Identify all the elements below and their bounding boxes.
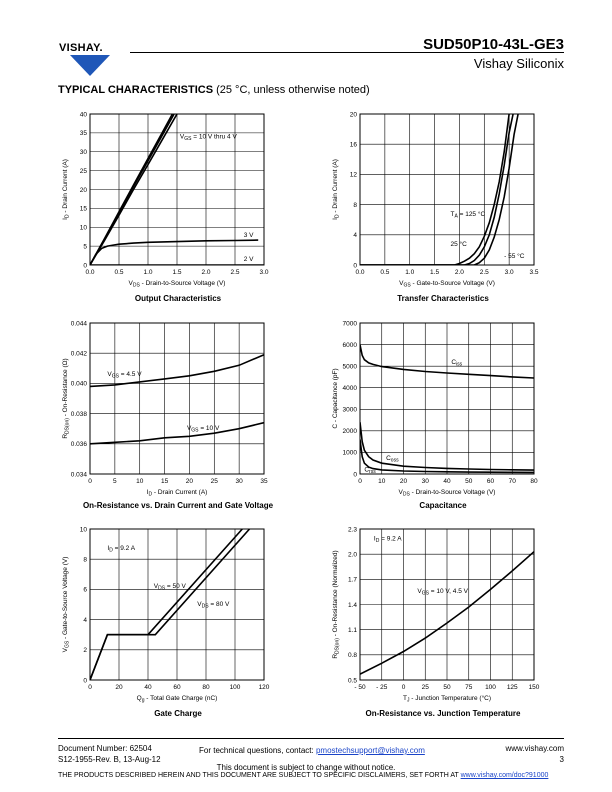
y-tick-label: 4: [83, 616, 87, 624]
disclaimer-link[interactable]: www.vishay.com/doc?91000: [460, 772, 549, 779]
y-tick-label: 20: [349, 111, 357, 119]
x-tick-label: 50: [443, 684, 451, 691]
x-tick-label: 70: [508, 478, 516, 485]
y-tick-label: 2.0: [347, 551, 357, 559]
y-tick-label: 25: [79, 167, 87, 175]
y-tick-label: 0.8: [347, 652, 357, 660]
annotation-label: $T_A = 125$ °C: [450, 210, 486, 220]
x-tick-label: 15: [160, 478, 169, 485]
y-tick-label: 0.036: [70, 441, 87, 449]
transfer-chart-caption: Transfer Characteristics: [397, 294, 489, 303]
series-line: [90, 240, 258, 265]
x-axis-label: $V_{GS}$ - Gate-to-Source Voltage (V): [399, 280, 495, 289]
onres-tj-chart-caption: On-Resistance vs. Junction Temperature: [365, 709, 521, 718]
series-line: [90, 355, 264, 387]
y-tick-label: 5: [83, 243, 87, 251]
x-axis-label: $V_{DS}$ - Drain-to-Source Voltage (V): [398, 489, 496, 498]
x-tick-label: 0: [88, 684, 92, 691]
annotation-label: $V_{GS} = 10$ V: [186, 425, 220, 434]
y-tick-label: 6: [83, 586, 87, 594]
x-tick-label: 40: [443, 478, 451, 485]
page-number: 3: [559, 755, 564, 764]
vishay-logo: [58, 34, 122, 78]
x-tick-label: 0.0: [355, 269, 365, 276]
x-tick-label: 0.5: [114, 269, 124, 276]
annotation-label: $I_D = 9.2$ A: [107, 545, 136, 554]
y-tick-label: 1.4: [347, 601, 357, 609]
series-line: [90, 423, 264, 444]
x-tick-label: 1.0: [143, 269, 153, 276]
capacitance-chart-caption: Capacitance: [419, 501, 467, 510]
y-tick-label: 20: [79, 186, 87, 194]
x-tick-label: 0: [88, 478, 92, 485]
y-axis-label: $I_D$ - Drain Current (A): [62, 159, 71, 220]
y-tick-label: 2.3: [347, 526, 357, 534]
x-tick-label: 2.0: [201, 269, 211, 276]
section-note: (25 °C, unless otherwise noted): [216, 84, 370, 96]
contact-prefix: For technical questions, contact:: [199, 746, 316, 755]
x-tick-label: 30: [235, 478, 243, 485]
y-tick-label: 0.044: [70, 320, 87, 328]
on-resistance-vs-id-chart: [58, 315, 278, 500]
y-tick-label: 6000: [342, 341, 357, 349]
y-tick-label: 0.5: [347, 677, 357, 685]
y-tick-label: 10: [79, 224, 87, 232]
x-tick-label: 5: [113, 478, 117, 485]
x-tick-label: 80: [530, 478, 538, 485]
y-tick-label: 8: [353, 201, 357, 209]
y-tick-label: 2000: [342, 428, 357, 436]
x-axis-label: $V_{DS}$ - Drain-to-Source Voltage (V): [128, 280, 226, 289]
y-tick-label: 4: [353, 232, 357, 240]
x-tick-label: 10: [378, 478, 386, 485]
x-tick-label: 100: [485, 684, 496, 691]
y-tick-label: 0: [83, 262, 87, 270]
doc-number: Document Number: 62504: [58, 744, 152, 753]
contact-email-link[interactable]: pmostechsupport@vishay.com: [315, 746, 425, 755]
annotation-label: $C_{oss}$: [386, 454, 399, 464]
annotation-label: $V_{DS} = 50$ V: [153, 582, 186, 592]
annotation-label: $C_{iss}$: [451, 358, 463, 368]
y-tick-label: 8: [83, 556, 87, 564]
x-tick-label: 25: [210, 478, 218, 485]
x-tick-label: 1.5: [430, 269, 440, 276]
x-tick-label: 120: [258, 684, 270, 691]
y-axis-label: $V_{GS}$ - Gate-to-Source Voltage (V): [62, 556, 71, 653]
annotation-label: 2 V: [243, 256, 254, 264]
company-name: Vishay Siliconix: [473, 56, 564, 71]
logo-triangle-icon: [70, 55, 110, 76]
x-tick-label: 0.0: [85, 269, 95, 276]
annotation-label: 25 °C: [450, 241, 467, 249]
logo-text: VISHAY.: [59, 42, 103, 54]
y-tick-label: 35: [79, 130, 87, 138]
x-tick-label: 0: [401, 684, 406, 691]
x-tick-label: 3.5: [529, 269, 539, 276]
x-tick-label: - 25: [376, 684, 388, 691]
revision: S12-1955-Rev. B, 13-Aug-12: [58, 755, 161, 764]
y-tick-label: 7000: [342, 320, 357, 328]
x-tick-label: 35: [260, 478, 268, 485]
x-axis-label: $Q_g$ - Total Gate Charge (nC): [136, 695, 218, 704]
x-tick-label: 25: [421, 684, 429, 691]
y-tick-label: 16: [349, 141, 357, 149]
x-tick-label: 1.0: [405, 269, 415, 276]
x-tick-label: 2.0: [454, 269, 464, 276]
x-axis-label: $T_J$ - Junction Temperature (°C): [402, 695, 492, 704]
x-tick-label: 60: [486, 478, 495, 485]
change-notice: This document is subject to change without notice.: [216, 763, 396, 772]
annotation-label: $V_{GS} = 4.5$ V: [107, 370, 142, 380]
grid: [360, 529, 534, 680]
y-axis-label: $I_D$ - Drain Current (A): [332, 159, 341, 220]
x-tick-label: 150: [528, 684, 540, 691]
x-tick-label: 3.0: [259, 269, 269, 276]
x-tick-label: 3.0: [504, 269, 514, 276]
x-tick-label: 0.5: [380, 269, 390, 276]
x-tick-label: 20: [185, 478, 194, 485]
plot-frame: [90, 323, 264, 474]
x-tick-label: 125: [506, 684, 518, 691]
disclaimer-line: [58, 772, 548, 779]
y-tick-label: 0.042: [70, 350, 87, 358]
x-tick-label: 0: [358, 478, 362, 485]
x-tick-label: 100: [229, 684, 241, 691]
x-tick-label: 50: [465, 478, 473, 485]
on-resistance-vs-tj-chart: [328, 521, 548, 706]
x-tick-label: 60: [173, 684, 181, 691]
contact-line: [199, 746, 425, 755]
grid: [360, 323, 534, 474]
disclaimer-text: THE PRODUCTS DESCRIBED HEREIN AND THIS DOCUMENT ARE SUBJECT TO SPECIFIC DISCLAIMERS, SET FORTH AT: [58, 772, 461, 779]
y-tick-label: 1000: [342, 449, 357, 457]
y-tick-label: 0.034: [70, 471, 87, 479]
footer-rule: [58, 738, 564, 739]
annotation-label: $V_{GS} = 10$ V thru 4 V: [179, 133, 237, 143]
y-tick-label: 0.038: [70, 410, 87, 418]
x-tick-label: 20: [399, 478, 408, 485]
x-tick-label: 40: [144, 684, 152, 691]
annotation-label: $V_{DS} = 80$ V: [197, 601, 230, 610]
onres-id-chart-caption: On-Resistance vs. Drain Current and Gate Voltage: [82, 501, 274, 510]
y-tick-label: 12: [349, 171, 357, 179]
grid: [90, 323, 264, 474]
y-tick-label: 4000: [342, 385, 357, 393]
y-axis-label: $R_{DS(on)}$ - On-Resistance (Ω): [62, 358, 71, 439]
section-title: [58, 84, 370, 96]
output-chart-caption: Output Characteristics: [134, 294, 222, 303]
y-tick-label: 0: [83, 677, 87, 685]
x-tick-label: 2.5: [230, 269, 240, 276]
y-tick-label: 15: [79, 205, 87, 213]
x-tick-label: 20: [115, 684, 123, 691]
annotation-label: 3 V: [243, 232, 254, 240]
y-axis-label: $R_{DS(on)}$ - On-Resistance (Normalized): [332, 550, 341, 659]
part-number: SUD50P10-43L-GE3: [423, 36, 564, 53]
website[interactable]: www.vishay.com: [505, 744, 564, 753]
y-tick-label: 2: [83, 647, 87, 655]
x-tick-label: - 50: [354, 684, 366, 691]
y-tick-label: 0.040: [70, 380, 87, 388]
y-tick-label: 1.1: [347, 626, 357, 634]
annotation-label: $V_{GS} = 10$ V, 4.5 V: [417, 587, 468, 597]
x-tick-label: 30: [421, 478, 429, 485]
x-axis-label: $I_D$ - Drain Current (A): [146, 489, 208, 498]
x-tick-label: 1.5: [172, 269, 182, 276]
y-tick-label: 1.7: [347, 576, 357, 584]
gate-charge-chart: [58, 521, 278, 706]
output-characteristics-chart: [58, 106, 278, 291]
x-tick-label: 2.5: [479, 269, 489, 276]
y-tick-label: 30: [79, 149, 87, 157]
series-line: [360, 114, 518, 265]
y-axis-label: C - Capacitance (pF): [332, 368, 339, 429]
transfer-characteristics-chart: [328, 106, 548, 291]
x-tick-label: 10: [136, 478, 144, 485]
x-tick-label: 80: [202, 684, 210, 691]
annotation-label: $I_D = 9.2$ A: [373, 535, 402, 545]
capacitance-chart: [328, 315, 548, 500]
y-tick-label: 5000: [342, 363, 357, 371]
y-tick-label: 0: [353, 262, 357, 270]
section-heading: TYPICAL CHARACTERISTICS: [58, 84, 214, 96]
annotation-label: $C_{rss}$: [364, 466, 376, 475]
annotation-label: - 55 °C: [504, 253, 525, 261]
y-tick-label: 0: [353, 471, 357, 479]
gate-charge-chart-caption: Gate Charge: [154, 709, 202, 718]
y-tick-label: 10: [79, 526, 87, 534]
y-tick-label: 40: [79, 111, 87, 119]
y-tick-label: 3000: [342, 406, 357, 414]
x-tick-label: 75: [465, 684, 473, 691]
series-line: [360, 114, 513, 265]
